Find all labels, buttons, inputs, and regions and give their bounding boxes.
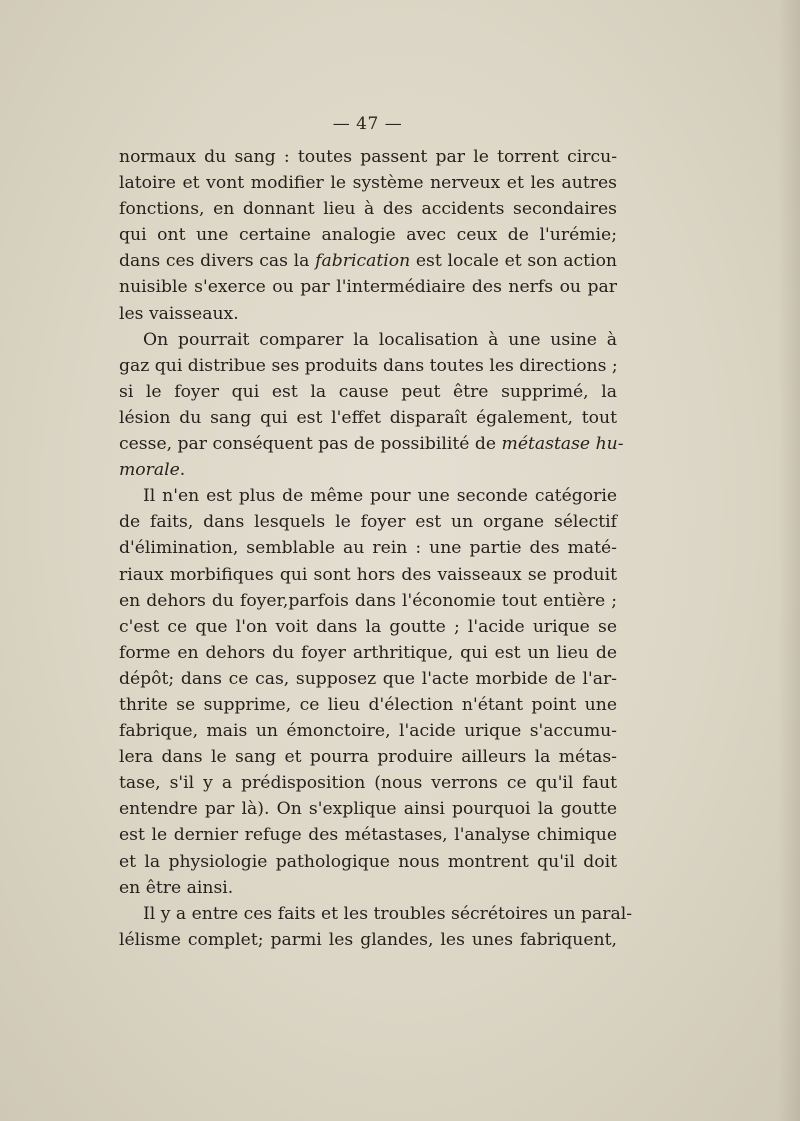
text-line: les vaisseaux. <box>119 303 239 324</box>
text-line: riaux morbifiques qui sont hors des vaisseaux se produit <box>119 564 617 585</box>
text-line: normaux du sang : toutes passent par le torrent circu- <box>119 147 617 167</box>
text-run: dans ces divers cas la <box>119 251 316 272</box>
text-line: entendre par là). On s'explique ainsi pourquoi la goutte <box>119 799 617 820</box>
text-line: nuisible s'exerce ou par l'intermédiaire des nerfs ou par <box>119 277 617 298</box>
text-line: On pourrait comparer la localisation à une usine à <box>143 329 617 350</box>
text-line: est le dernier refuge des métastases, l'analyse chimique <box>119 825 617 846</box>
text-run: . <box>179 460 186 481</box>
text-line: dépôt; dans ce cas, supposez que l'acte morbide de l'ar- <box>119 668 617 689</box>
text-line: lera dans le sang et pourra produire ailleurs la métas- <box>119 747 617 768</box>
text-line: Il y a entre ces faits et les troubles sécrétoires un paral- <box>143 903 633 924</box>
italic-phrase: métastase hu- <box>501 434 624 455</box>
page-number: — 47 — <box>332 114 403 134</box>
text-line <box>119 248 617 274</box>
text-line: en dehors du foyer,parfois dans l'économie tout entière ; <box>119 590 617 611</box>
italic-phrase: morale <box>119 460 180 481</box>
text-line: latoire et vont modifier le système nerveux et les autres <box>119 173 617 194</box>
text-line <box>119 431 624 457</box>
text-line: fonctions, en donnant lieu à des accidents secondaires <box>119 199 617 220</box>
text-line: forme en dehors du foyer arthritique, qui est un lieu de <box>119 642 617 663</box>
text-line: fabrique, mais un émonctoire, l'acide urique s'accumu- <box>119 721 617 742</box>
text-line: Il n'en est plus de même pour une seconde catégorie <box>143 486 617 507</box>
text-line: tase, s'il y a prédisposition (nous verrons ce qu'il faut <box>119 773 617 794</box>
body-text <box>119 144 633 953</box>
text-line: lélisme complet; parmi les glandes, les unes fabriquent, <box>119 929 617 950</box>
text-line: si le foyer qui est la cause peut être supprimé, la <box>119 381 617 402</box>
text-line: c'est ce que l'on voit dans la goutte ; l'acide urique se <box>119 616 617 637</box>
text-line: thrite se supprime, ce lieu d'élection n'étant point une <box>119 694 617 715</box>
text-line <box>119 457 617 483</box>
text-line: gaz qui distribue ses produits dans toutes les directions ; <box>119 355 618 376</box>
page-edge-shadow <box>778 0 800 1121</box>
text-line: et la physiologie pathologique nous montrent qu'il doit <box>119 851 617 872</box>
text-line: qui ont une certaine analogie avec ceux de l'urémie; <box>119 225 617 246</box>
text-run: est locale et son action <box>410 251 617 272</box>
text-line: en être ainsi. <box>119 877 234 898</box>
text-line: lésion du sang qui est l'effet disparaît également, tout <box>119 407 617 428</box>
italic-word: fabrication <box>315 251 411 272</box>
text-run: cesse, par conséquent pas de possibilité de <box>119 434 502 455</box>
text-line: de faits, dans lesquels le foyer est un organe sélectif <box>119 512 617 533</box>
text-line: d'élimination, semblable au rein : une partie des maté- <box>119 538 617 559</box>
